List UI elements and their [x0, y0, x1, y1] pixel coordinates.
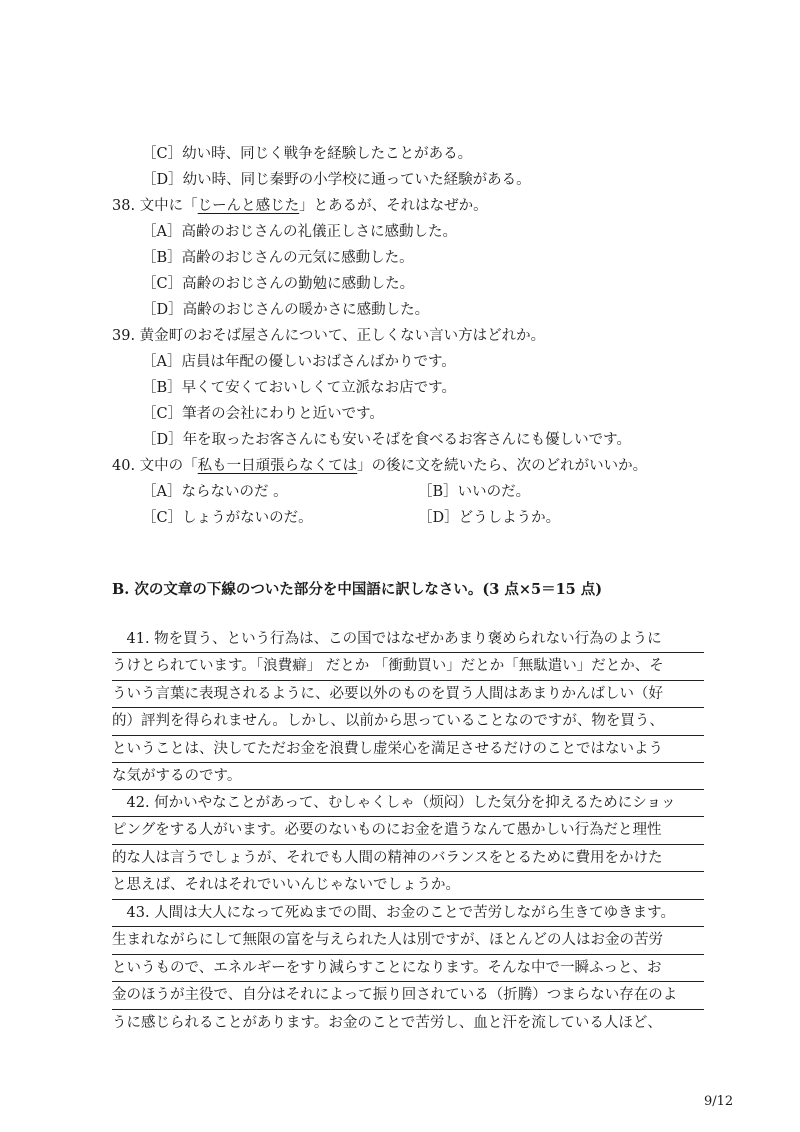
q39-stem: 39. 黄金町のおそば屋さんについて、正しくない言い方はどれか。 — [112, 328, 546, 344]
passage-line: 43. 人間は大人になって死ぬまでの間、お金のことで苦労しながら生きてゆきます。 — [112, 900, 704, 927]
q38-option-c: ［C］高齢のおじさんの勤勉に感動した。 — [142, 276, 415, 292]
q39-option-c: ［C］筆者の会社にわりと近いです。 — [142, 406, 384, 422]
passage-line: ということは、決してただお金を浪費し虚栄心を満足させるだけのことではないよう — [112, 736, 704, 763]
q39-option-d: ［D］年を取ったお客さんにも安いそばを食べるお客さんにも優しいです。 — [142, 432, 631, 448]
passage-line: 金のほうが主役で、自分はそれによって振り回されている（折腾）つまらない存在のよ — [112, 982, 704, 1009]
q37-option-d: ［D］幼い時、同じ秦野の小学校に通っていた経験がある。 — [142, 172, 531, 188]
passage-line: な気がするのです。 — [112, 763, 704, 790]
q38-stem — [112, 196, 488, 216]
passage-line: 的）評判を得られません。しかし、以前から思っていることなのですが、物を買う、 — [112, 708, 704, 735]
q40-option-b: ［B］いいのだ。 — [418, 484, 531, 500]
passage-43 — [112, 900, 704, 1037]
q40-option-a: ［A］ならないのだ 。 — [142, 484, 288, 500]
passage-line: ピングをする人がいます。必要のないものにお金を遣うなんて愚かしい行為だと理性 — [112, 817, 704, 844]
passage-line: 生まれながらにして無限の富を与えられた人は別ですが、ほとんどの人はお金の苦労 — [112, 927, 704, 954]
section-b-title: B. 次の文章の下線のついた部分を中国語に訳しなさい。(3 点×5＝15 点) — [112, 581, 603, 598]
q38-option-b: ［B］高齢のおじさんの元気に感動した。 — [142, 250, 414, 266]
passage-line: 的な人は言うでしょうが、それでも人間の精神のバランスをとるために費用をかけた — [112, 845, 704, 872]
q39-option-a: ［A］店員は年配の優しいおばさんばかりです。 — [142, 354, 456, 370]
passage-line: というもので、エネルギーをすり減らすことになります。そんな中で一瞬ふっと、お — [112, 955, 704, 982]
passage-line: 42. 何かいやなことがあって、むしゃくしゃ（烦闷）した気分を抑えるためにショッ — [112, 790, 704, 817]
q40-prefix: 40. 文中の「 — [112, 458, 198, 474]
q40-underlined-phrase: 私も一日頑張らなくては — [197, 458, 358, 474]
passage-line: 41. 物を買う、という行為は、この国ではなぜかあまり褒められない行為のように — [112, 626, 704, 653]
q38-suffix: 」とあるが、それはなぜか。 — [299, 198, 488, 214]
q38-option-a: ［A］高齢のおじさんの礼儀正しさに感動した。 — [142, 224, 457, 240]
passage-line: ういう言葉に表現されるように、必要以外のものを買う人間はあまりかんばしい（好 — [112, 681, 704, 708]
q38-prefix: 38. 文中に「 — [112, 198, 198, 214]
q40-stem — [112, 456, 647, 476]
q37-option-c: ［C］幼い時、同じく戦争を経験したことがある。 — [142, 146, 473, 162]
passage-41 — [112, 626, 704, 790]
q40-suffix: 」の後に文を続いたら、次のどれがいいか。 — [357, 458, 648, 474]
q40-option-c: ［C］しょうがないのだ。 — [142, 510, 313, 526]
passage-line: うけとられています。「浪費癖」 だとか 「衝動買い」だとか「無駄遣い」だとか、そ — [112, 653, 704, 680]
page-number: 9/12 — [704, 1094, 734, 1109]
passage-line: と思えば、それはそれでいいんじゃないでしょうか。 — [112, 872, 704, 899]
q40-option-d: ［D］どうしようか。 — [418, 510, 561, 526]
passage-line: うに感じられることがあります。お金のことで苦労し、血と汗を流している人ほど、 — [112, 1014, 662, 1031]
q38-option-d: ［D］高齢のおじさんの暖かさに感動した。 — [142, 302, 430, 318]
q39-option-b: ［B］早くて安くておいしくて立派なお店です。 — [142, 380, 456, 396]
q38-underlined-phrase: じーんと感じた — [197, 198, 300, 214]
passage-42 — [112, 790, 704, 900]
